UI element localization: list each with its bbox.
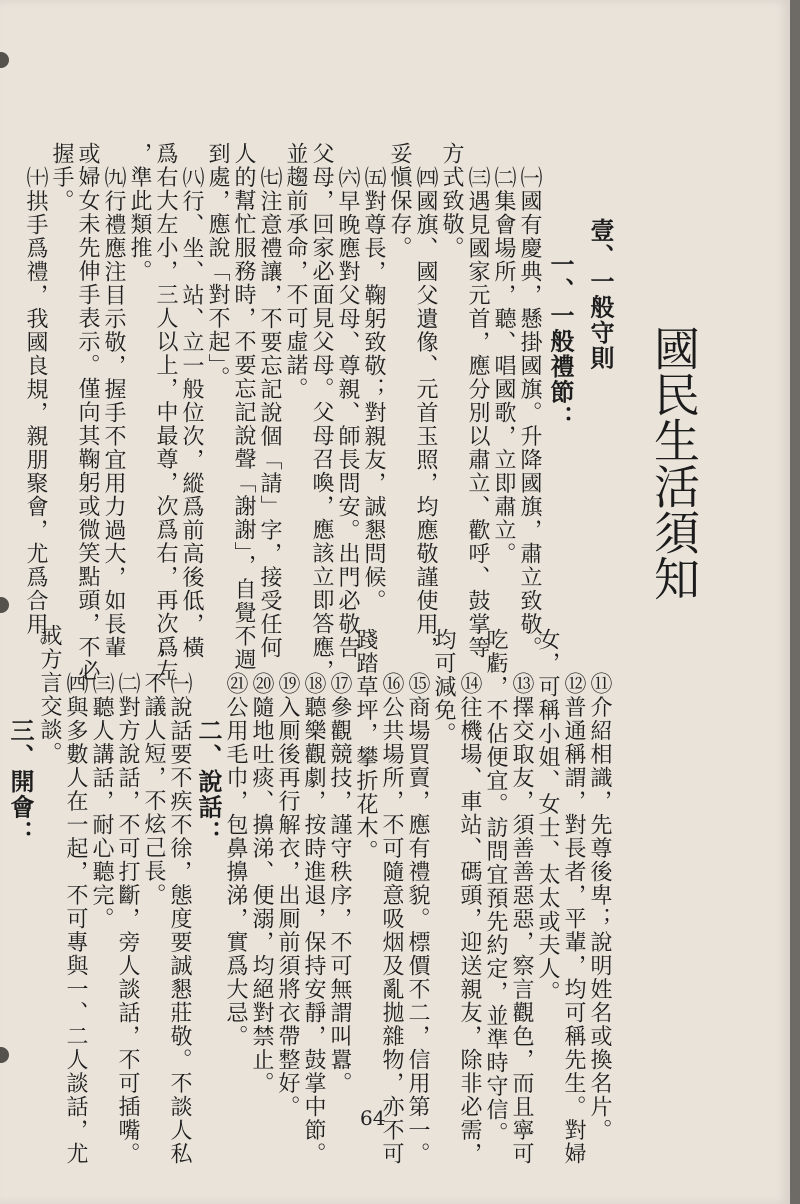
text-line: ⑬擇交取友，須善善惡惡，察言觀色，而且寧可: [509, 672, 534, 1166]
text-line: 妥愼保存。: [387, 142, 412, 260]
text-line: 握手。: [49, 142, 74, 213]
text-line: 方式致敬。: [439, 142, 464, 260]
text-line: 均可減免。: [431, 628, 456, 746]
subsection-heading: 二、說話：: [194, 718, 223, 846]
text-line: ㈠說話要不疾不徐，態度要誠懇莊敬。不談人私: [167, 672, 192, 1166]
text-line: ⑪介紹相識，先尊後卑；說明姓名或換名片。: [587, 672, 612, 1142]
text-line: ㈩拱手爲禮，我國良規，親朋聚會，尤爲合用。: [23, 166, 48, 660]
text-line: ，準此類推。: [127, 142, 152, 283]
text-line: ⑫普通稱謂，對長者，平輩，均可稱先生。對婦: [561, 672, 586, 1166]
text-line: ，不議人短，不炫己長。: [141, 648, 166, 907]
text-line: ㈡對方說話，不可打斷，旁人談話，不可插嘴。: [115, 672, 140, 1166]
text-line: 人的幫忙服務時，不要忘記說聲「謝謝」，自覺不週: [231, 142, 256, 672]
text-line: ㈠國有慶典，懸掛國旗。升降國旗，肅立致敬。: [517, 166, 542, 660]
text-line: ⑯公共場所，不可隨意吸烟及亂拋雜物，亦不可: [379, 672, 404, 1166]
text-line: ㈣與多數人在一起，不可專與一、二人談話，尤: [63, 672, 88, 1166]
text-line: 並趨前承命，不可虛諾。: [283, 142, 308, 401]
subsection-heading: 三、開會：: [6, 718, 35, 846]
text-line: ⑱聽樂觀劇，按時進退，保持安靜，鼓掌中節。: [301, 672, 326, 1166]
page-title: 國民生活須知: [647, 324, 701, 601]
page-number: 64: [360, 1106, 386, 1130]
text-line: ㈢聽人講話，耐心聽完。: [89, 672, 114, 931]
text-line: ⑭往機場、車站、碼頭，迎送親友，除非必需，: [457, 672, 482, 1166]
text-line: 吃虧，不佔便宜。訪問宜預先約定，並準時守信。: [483, 628, 508, 1145]
text-line: ㈣國旗、國父遺像、元首玉照，均應敬謹使用，: [413, 166, 438, 660]
text-line: ㈢遇見國家元首，應分別以肅立、歡呼、鼓掌等: [465, 166, 490, 660]
text-line: ㈤對尊長，鞠躬致敬；對親友，誠懇問候。: [361, 166, 386, 613]
text-line: ㈨行禮應注目示敬，握手不宜用力過大，如長輩: [101, 166, 126, 660]
section-heading: 壹、一般守則: [586, 218, 615, 371]
binder-hole: [0, 1047, 9, 1063]
text-line: ㈡集會場所，聽、唱國歌，立即肅立。: [491, 166, 516, 566]
text-line: ⑰參觀競技，謹守秩序，不可無謂叫囂。: [327, 672, 352, 1095]
text-line: 女，可稱小姐、女士、太太或夫人。: [535, 628, 560, 1004]
text-line: ㈥早晚應對父母、尊親、師長問安。出門必敬告: [335, 166, 360, 660]
binder-hole: [0, 52, 9, 68]
text-line: 或婦女未先伸手表示。僅向其鞠躬或微笑點頭，不必: [75, 142, 100, 683]
text-line: ⑲入厠後再行解衣，出厠前須將衣帶整好。: [275, 672, 300, 1119]
text-line: ⑮商場買賣，應有禮貌。標價不二，信用第一。: [405, 672, 430, 1166]
text-line: ㉑公用毛巾，包鼻擤涕，實爲大忌。: [223, 672, 248, 1048]
subsection-heading: 一、一般禮節：: [546, 252, 575, 431]
text-line: ㈦注意禮讓，不要忘記說個「請」字，接受任何: [257, 166, 282, 660]
text-line: ㈧行、坐、站、立一般位次，縱爲前高後低，橫: [179, 166, 204, 660]
text-line: 爲右大左小，三人以上，中最尊，次爲右，再次爲左: [153, 142, 178, 683]
text-line: 戒方言交談。: [37, 624, 62, 765]
text-line: 到處，應說「對不起」。: [205, 142, 230, 390]
binder-hole: [0, 597, 9, 613]
text-line: 父母，回家必面見父母。父母召喚，應該立即答應，: [309, 142, 334, 683]
text-line: 踐踏草坪，攀折花木。: [353, 628, 378, 863]
text-line: ⑳隨地吐痰、擤涕、便溺，均絕對禁止。: [249, 672, 274, 1095]
